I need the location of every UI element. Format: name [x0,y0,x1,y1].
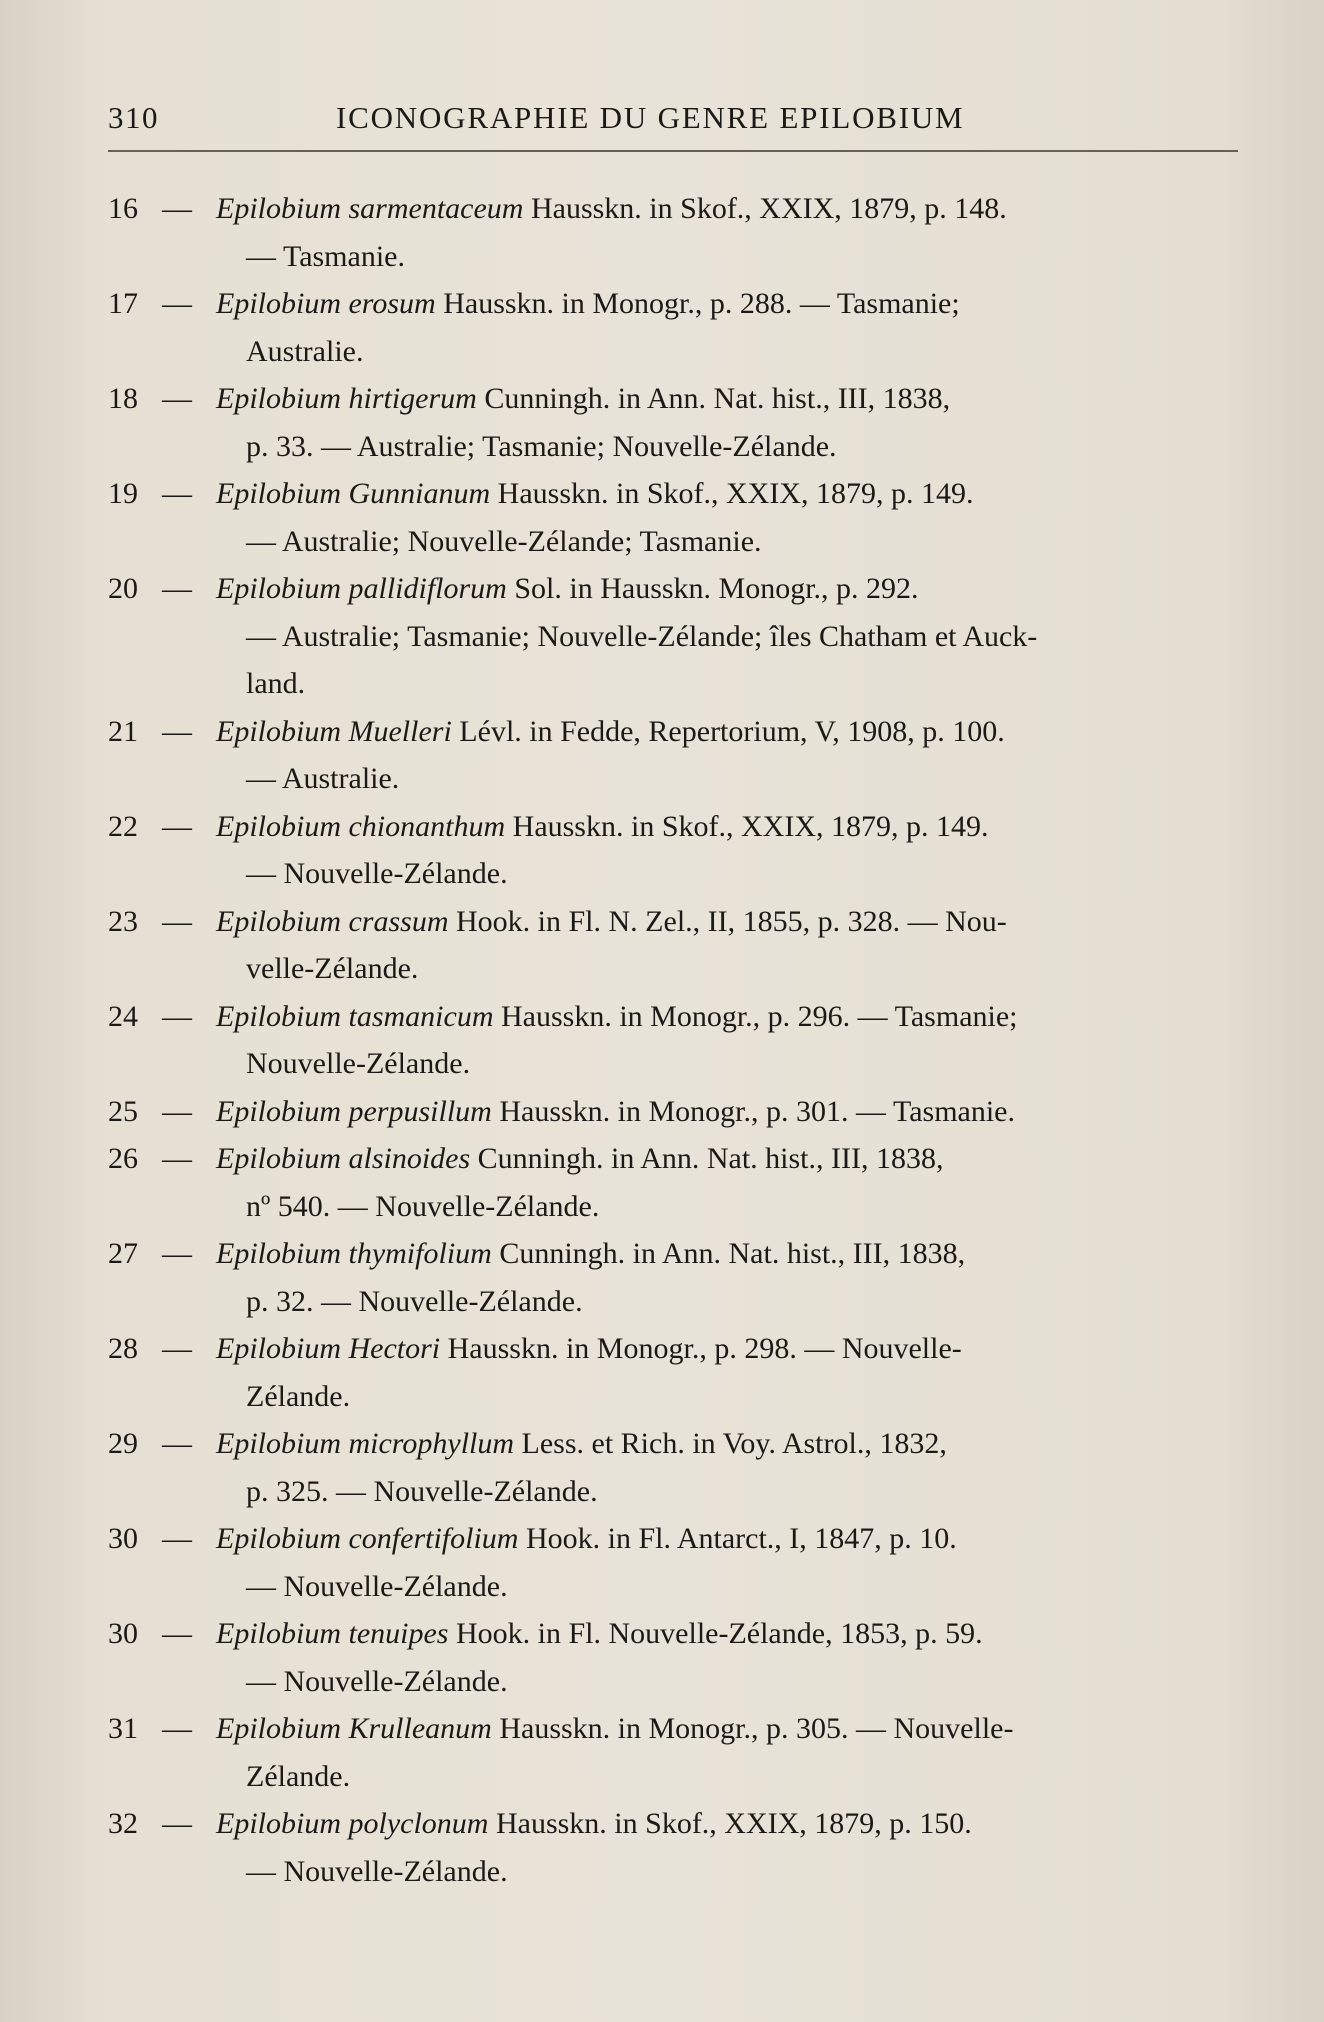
species-entry [108,185,1238,280]
entry-dash: — [162,1617,192,1650]
species-name: Epilobium crassum [216,904,449,938]
species-name: Epilobium Krulleanum [216,1712,492,1745]
species-name: Epilobium tasmanicum [216,999,494,1033]
entry-dash: — [162,1142,192,1175]
page-number: 310 [108,100,159,135]
entry-number: 26 [108,1142,138,1175]
entry-dash: — [162,192,192,225]
running-head: ICONOGRAPHIE DU GENRE EPILOBIUM [336,100,965,135]
species-entry [108,1420,1238,1515]
citation: Hausskn. in Monogr., p. 301. — Tasmanie. [491,1094,1015,1128]
entry-dash: — [162,382,192,415]
entry-dash: — [162,714,192,748]
distribution-continued: land. [246,667,306,700]
species-name: Epilobium hirtigerum [216,382,477,415]
entry-number: 21 [108,714,138,748]
distribution: Zélande. [246,1379,351,1413]
species-entry [108,1610,1238,1705]
entry-dash: — [162,287,192,320]
species-name: Epilobium perpusillum [216,1094,492,1128]
species-name: Epilobium tenuipes [216,1617,449,1650]
entry-number: 22 [108,809,138,843]
species-list [108,185,1238,1895]
citation: Hook. in Fl. Nouvelle-Zélande, 1853, p. 59. [448,1617,983,1650]
entry-number: 30 [108,1617,138,1650]
entry-number: 25 [108,1094,138,1128]
distribution: Zélande. [246,1759,351,1793]
species-entry [108,1515,1238,1610]
entry-dash: — [162,477,192,510]
entry-dash: — [162,809,192,843]
distribution: nº 540. — Nouvelle-Zélande. [246,1189,600,1223]
entry-number: 30 [108,1522,138,1555]
entry-number: 31 [108,1712,138,1745]
species-name: Epilobium sarmentaceum [216,192,524,225]
citation: Hausskn. in Monogr., p. 296. — Tasmanie; [493,999,1018,1033]
species-name: Epilobium thymifolium [216,1237,492,1270]
species-name: Epilobium pallidiflorum [216,572,507,605]
species-name: Epilobium Muelleri [216,714,452,748]
entry-dash: — [162,1094,192,1128]
entry-number: 32 [108,1807,138,1840]
species-name: Epilobium chionanthum [216,809,506,843]
species-entry [108,1230,1238,1325]
species-name: Epilobium alsinoides [216,1142,471,1175]
species-entry [108,1135,1238,1230]
distribution: Nouvelle-Zélande. [246,1047,471,1080]
distribution: — Australie; Nouvelle-Zélande; Tasmanie. [246,524,762,558]
distribution: — Australie; Tasmanie; Nouvelle-Zélande; îles Chatham et Auck- [246,619,1038,653]
distribution: p. 325. — Nouvelle-Zélande. [246,1474,598,1508]
distribution: — Nouvelle-Zélande. [246,1854,508,1888]
species-entry [108,375,1238,470]
species-name: Epilobium Hectori [216,1332,441,1365]
citation: Hausskn. in Monogr., p. 305. — Nouvelle- [491,1712,1014,1745]
entry-number: 17 [108,287,138,320]
distribution: p. 32. — Nouvelle-Zélande. [246,1284,583,1318]
entry-number: 19 [108,477,138,510]
entry-dash: — [162,904,192,938]
header-rule [108,150,1238,152]
entry-number: 18 [108,382,138,415]
distribution: — Nouvelle-Zélande. [246,857,508,890]
species-entry [108,1800,1238,1895]
entry-dash: — [162,1522,192,1555]
distribution: — Nouvelle-Zélande. [246,1664,508,1698]
species-name: Epilobium Gunnianum [216,477,491,510]
entry-number: 27 [108,1237,138,1270]
entry-dash: — [162,1237,192,1270]
species-name: Epilobium microphyllum [216,1427,515,1460]
citation: Cunningh. in Ann. Nat. hist., III, 1838, [476,382,951,415]
species-entry [108,1705,1238,1800]
species-name: Epilobium confertifolium [216,1522,519,1555]
distribution: — Tasmanie. [246,239,405,273]
species-name: Epilobium polyclonum [216,1807,489,1840]
entry-number: 28 [108,1332,138,1365]
citation: Hausskn. in Skof., XXIX, 1879, p. 148. [523,192,1007,225]
species-entry [108,708,1238,803]
citation: Hausskn. in Skof., XXIX, 1879, p. 149. [505,809,989,843]
citation: Cunningh. in Ann. Nat. hist., III, 1838, [491,1237,966,1270]
entry-dash: — [162,1427,192,1460]
species-entry [108,1088,1238,1136]
entry-dash: — [162,1712,192,1745]
citation: Hook. in Fl. Antarct., I, 1847, p. 10. [518,1522,957,1555]
entry-dash: — [162,999,192,1033]
species-entry [108,803,1238,898]
distribution: — Nouvelle-Zélande. [246,1569,508,1603]
citation: Hausskn. in Monogr., p. 288. — Tasmanie; [435,287,960,320]
citation: Hausskn. in Monogr., p. 298. — Nouvelle- [440,1332,962,1365]
species-entry [108,1325,1238,1420]
distribution: p. 33. — Australie; Tasmanie; Nouvelle-Zélande. [246,429,837,463]
citation: Sol. in Hausskn. Monogr., p. 292. [506,572,919,605]
distribution: — Australie. [246,762,400,795]
entry-number: 20 [108,572,138,605]
citation: Lévl. in Fedde, Repertorium, V, 1908, p. 100. [451,714,1005,748]
entry-dash: — [162,572,192,605]
citation: Cunningh. in Ann. Nat. hist., III, 1838, [470,1142,944,1175]
entry-number: 24 [108,999,138,1033]
citation: Hook. in Fl. N. Zel., II, 1855, p. 328. — Nou- [448,904,1007,938]
species-entry [108,993,1238,1088]
entry-dash: — [162,1807,192,1840]
entry-number: 16 [108,192,138,225]
page-header [108,96,1238,142]
citation: Hausskn. in Skof., XXIX, 1879, p. 149. [490,477,974,510]
entry-number: 23 [108,904,138,938]
species-entry [108,898,1238,993]
species-entry [108,470,1238,565]
citation: Less. et Rich. in Voy. Astrol., 1832, [514,1427,947,1460]
distribution: velle-Zélande. [246,952,419,985]
entry-dash: — [162,1332,192,1365]
species-name: Epilobium erosum [216,287,436,320]
citation: Hausskn. in Skof., XXIX, 1879, p. 150. [488,1807,972,1840]
species-entry [108,565,1238,708]
species-entry [108,280,1238,375]
entry-number: 29 [108,1427,138,1460]
distribution: Australie. [246,334,364,368]
